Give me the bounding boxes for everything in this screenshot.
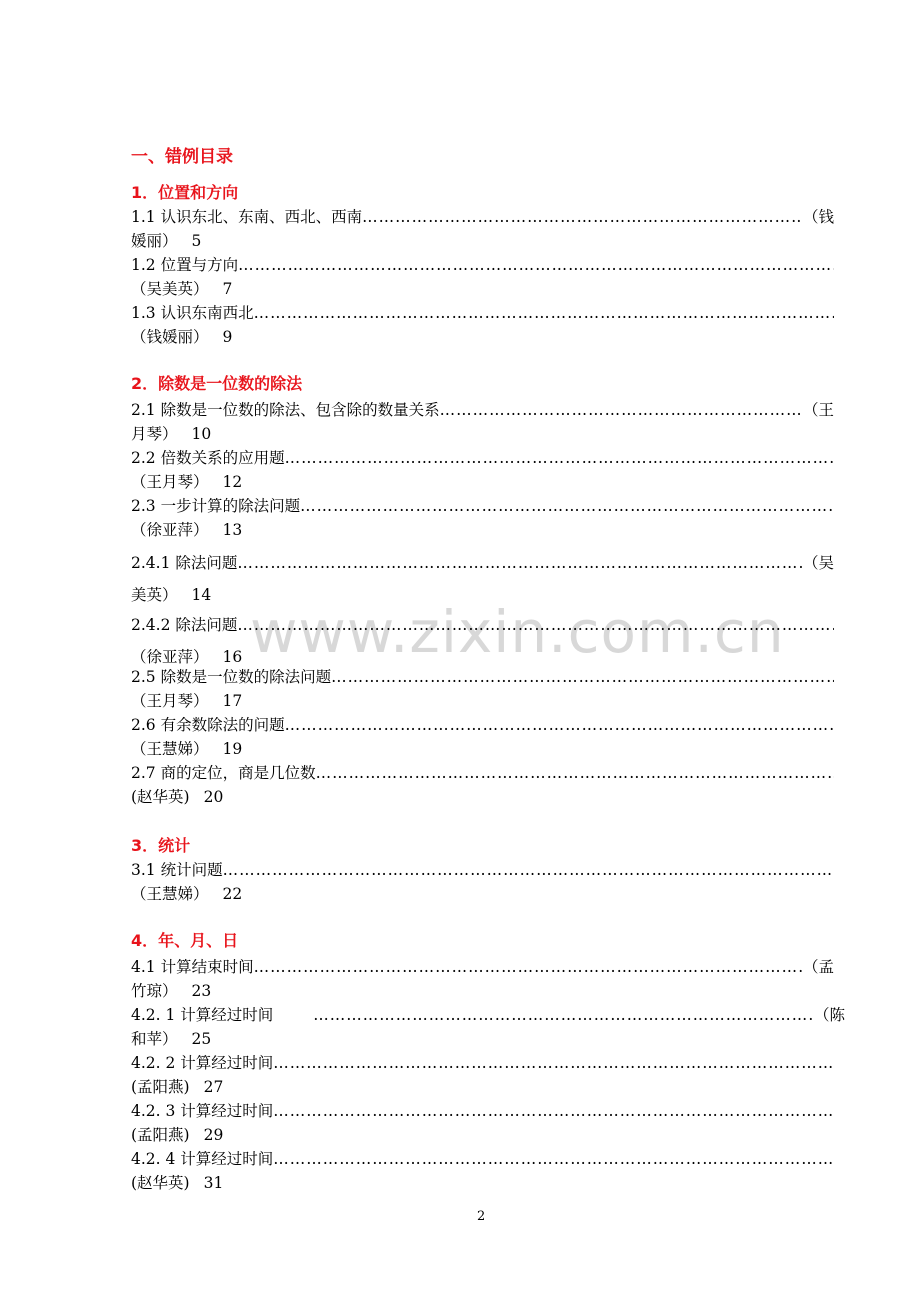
entry-page-number: 29: [203, 1126, 224, 1144]
entry-author-rest: 月琴）: [131, 425, 178, 443]
dot-leader: [254, 955, 803, 979]
dot-leader: [254, 301, 834, 325]
toc-entry-2-1[interactable]: [131, 398, 834, 446]
entry-page-number: 10: [191, 425, 212, 443]
toc-entry-3-1[interactable]: [131, 858, 834, 906]
toc-entry-2-3[interactable]: [131, 494, 834, 542]
entry-author-rest: 竹琼）: [131, 982, 178, 1000]
entry-page-number: 31: [203, 1174, 224, 1192]
entry-label: 2.1 除数是一位数的除法、包含除的数量关系: [131, 401, 440, 419]
entry-label: 2.7 商的定位，商是几位数: [131, 764, 316, 782]
toc-entry-1-2[interactable]: [131, 253, 834, 301]
page-title: 一、错例目录: [131, 147, 233, 167]
entry-author: （徐亚萍）: [131, 521, 209, 539]
entry-author: (孟阳燕): [131, 1126, 190, 1144]
entry-author-start: （吴: [802, 554, 834, 572]
entry-author-rest: 和苹）: [131, 1030, 178, 1048]
entry-label: 2.4.2 除法问题: [131, 616, 238, 634]
entry-label: 4.2. 2 计算经过时间: [131, 1054, 274, 1072]
entry-page-number: 14: [191, 586, 212, 604]
dot-leader: [440, 398, 803, 422]
dot-leader: [237, 547, 803, 579]
toc-entry-4-1[interactable]: [131, 955, 834, 1003]
toc-entry-2-2[interactable]: [131, 446, 834, 494]
section-heading-1: 1．位置和方向: [131, 183, 239, 202]
entry-author: （徐亚萍）: [131, 648, 209, 666]
toc-entry-2-4-1[interactable]: [131, 547, 834, 611]
entry-author-rest: 美英）: [131, 586, 178, 604]
dot-leader: [237, 609, 834, 641]
toc-entry-4-2-4[interactable]: [131, 1147, 834, 1195]
entry-author: （王月琴）: [131, 473, 209, 491]
entry-page-number: 13: [222, 521, 243, 539]
entry-author-start: （陈: [813, 1006, 845, 1024]
section-heading-3: 3．统计: [131, 836, 191, 855]
entry-author-start: （孟: [802, 958, 834, 976]
dot-leader: [273, 1051, 834, 1075]
entry-author: （钱媛丽）: [131, 328, 209, 346]
entry-label: 4.2. 3 计算经过时间: [131, 1102, 274, 1120]
entry-author: （王月琴）: [131, 692, 209, 710]
entry-author: (赵华英): [131, 1174, 190, 1192]
entry-author: （吴美英）: [131, 280, 209, 298]
toc-entry-2-6[interactable]: [131, 713, 834, 761]
toc-entry-1-3[interactable]: [131, 301, 834, 349]
entry-label: 4.2. 4 计算经过时间: [131, 1150, 274, 1168]
entry-label: 2.6 有余数除法的问题: [131, 716, 285, 734]
entry-page-number: 17: [222, 692, 243, 710]
entry-page-number: 27: [203, 1078, 224, 1096]
toc-entry-2-5[interactable]: [131, 665, 834, 713]
entry-author: （王慧娣）: [131, 740, 209, 758]
entry-label: 2.3 一步计算的除法问题: [131, 497, 301, 515]
dot-leader: [223, 858, 834, 882]
entry-author: (赵华英): [131, 788, 190, 806]
entry-label: 4.2. 1 计算经过时间: [131, 1006, 274, 1024]
toc-entry-4-2-2[interactable]: [131, 1051, 834, 1099]
entry-page-number: 23: [191, 982, 212, 1000]
entry-page-number: 22: [222, 885, 243, 903]
dot-leader: [316, 761, 834, 785]
entry-page-number: 5: [191, 232, 202, 250]
entry-label: 2.2 倍数关系的应用题: [131, 449, 285, 467]
entry-label: 1.2 位置与方向: [131, 256, 239, 274]
page-number: 2: [477, 1209, 486, 1224]
dot-leader: [285, 713, 834, 737]
entry-author-start: （王: [802, 401, 834, 419]
entry-author: (孟阳燕): [131, 1078, 190, 1096]
entry-page-number: 7: [222, 280, 233, 298]
entry-page-number: 12: [222, 473, 243, 491]
entry-label: 1.1 认识东北、东南、西北、西南: [131, 208, 363, 226]
entry-page-number: 25: [191, 1030, 212, 1048]
entry-page-number: 20: [203, 788, 224, 806]
dot-leader: [273, 1147, 834, 1171]
dot-leader: [273, 1099, 834, 1123]
toc-entry-1-1[interactable]: [131, 205, 834, 253]
dot-leader: [300, 494, 834, 518]
entry-author-start: （钱: [802, 208, 834, 226]
entry-label: 2.5 除数是一位数的除法问题: [131, 668, 332, 686]
entry-label: 3.1 统计问题: [131, 861, 223, 879]
toc-entry-2-7[interactable]: [131, 761, 834, 809]
section-heading-4: 4．年、月、日: [131, 931, 239, 950]
section-heading-2: 2．除数是一位数的除法: [131, 374, 303, 393]
entry-page-number: 9: [222, 328, 233, 346]
dot-leader: [331, 665, 834, 689]
dot-leader: [362, 205, 803, 229]
entry-label: 1.3 认识东南西北: [131, 304, 254, 322]
dot-leader: [238, 253, 834, 277]
entry-author: （王慧娣）: [131, 885, 209, 903]
entry-author-rest: 媛丽）: [131, 232, 178, 250]
dot-leader: [285, 446, 834, 470]
toc-entry-2-4-2[interactable]: [131, 609, 834, 673]
dot-leader: [313, 1003, 814, 1027]
watermark: www.zixin.com.cn: [250, 598, 785, 666]
toc-entry-4-2-3[interactable]: [131, 1099, 834, 1147]
entry-label: 4.1 计算结束时间: [131, 958, 254, 976]
entry-page-number: 16: [222, 648, 243, 666]
entry-page-number: 19: [222, 740, 243, 758]
entry-label: 2.4.1 除法问题: [131, 554, 238, 572]
toc-entry-4-2-1[interactable]: [131, 1003, 845, 1051]
